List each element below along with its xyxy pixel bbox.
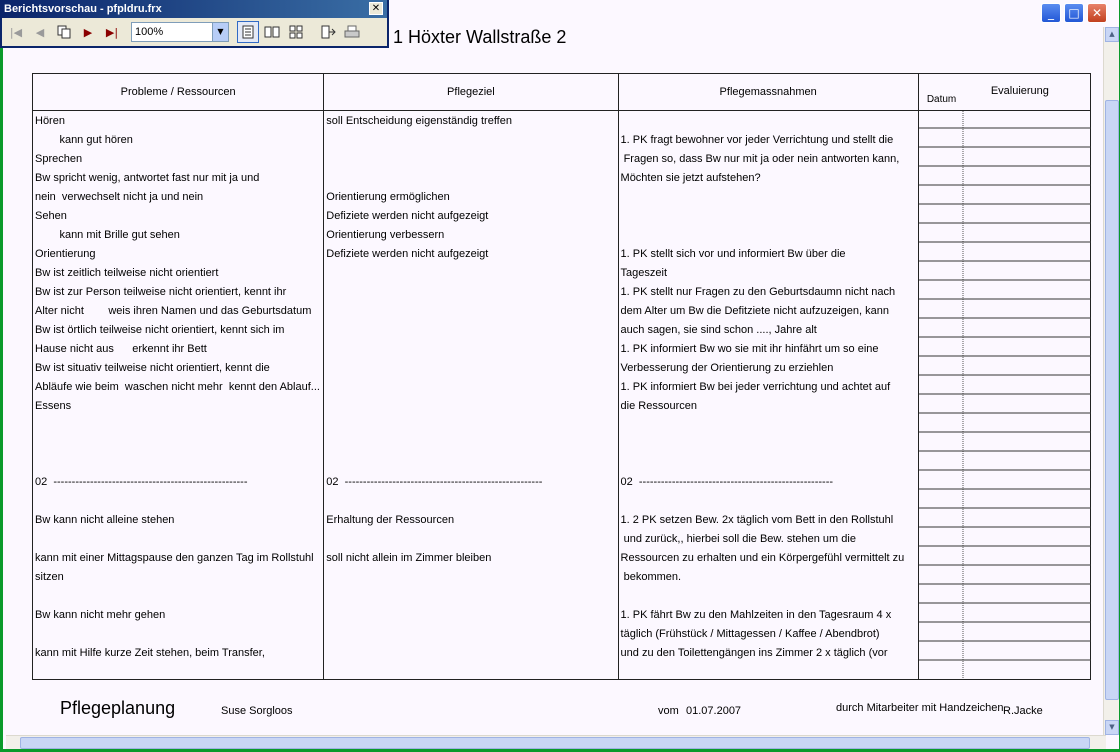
text-line: bekommen. — [620, 571, 682, 583]
two-pages-icon — [264, 25, 280, 39]
text-line: und zurück,, hierbei soll die Bew. stehen um die — [620, 533, 856, 545]
text-line: Abläufe wie beim waschen nicht mehr kennt den Ablauf... — [35, 381, 320, 393]
toolbar-title-text: Berichtsvorschau - pfpldru.frx — [4, 3, 162, 15]
text-line — [326, 378, 615, 397]
staff-sign: R.Jacke — [1003, 705, 1043, 717]
text-line — [326, 150, 615, 169]
text-line: und zu den Toilettengängen ins Zimmer 2 x täglich (vor — [620, 647, 888, 659]
header-problems: Probleme / Ressourcen — [33, 74, 324, 111]
one-page-button[interactable] — [237, 21, 259, 43]
text-line: Defiziete werden nicht aufgezeigt — [326, 210, 489, 222]
four-pages-button[interactable] — [285, 21, 307, 43]
text-line: Bw ist zeitlich teilweise nicht orientiert — [35, 267, 219, 279]
text-line: auch sagen, sie sind schon ...., Jahre alt — [620, 324, 817, 336]
text-line — [326, 264, 615, 283]
toolbar-title — [2, 0, 387, 18]
text-line — [326, 492, 615, 511]
text-line: Sprechen — [35, 153, 83, 165]
text-line — [326, 169, 615, 188]
text-line: Bw spricht wenig, antwortet fast nur mit ja und — [35, 172, 260, 184]
page-title: 1 Höxter Wallstraße 2 — [393, 27, 567, 47]
last-page-button[interactable] — [101, 21, 123, 43]
text-line — [35, 625, 321, 644]
one-page-icon — [241, 25, 255, 39]
text-line: Defiziete werden nicht aufgezeigt — [326, 248, 489, 260]
text-line: soll nicht allein im Zimmer bleiben — [326, 552, 492, 564]
horizontal-scrollbar[interactable] — [6, 735, 1106, 749]
report-preview-window — [3, 0, 1119, 749]
text-line: Orientierung ermöglichen — [326, 191, 450, 203]
measures-column — [618, 111, 918, 680]
maximize-button[interactable] — [1064, 3, 1084, 23]
previous-page-icon: ◀ — [35, 25, 45, 39]
scroll-down-icon[interactable]: ▼ — [1105, 720, 1119, 735]
text-line: Fragen so, dass Bw nur mit ja oder nein antworten kann, — [620, 153, 900, 165]
text-line: Bw kann nicht mehr gehen — [35, 609, 166, 621]
horizontal-scroll-thumb[interactable] — [20, 737, 1090, 749]
text-line: sitzen — [35, 571, 64, 583]
next-page-icon: ▶ — [83, 25, 93, 39]
text-line: 1. PK stellt nur Fragen zu den Geburtsdaumn nicht nach — [620, 286, 896, 298]
evaluation-label: Evaluierung — [990, 85, 1049, 97]
text-line — [621, 492, 916, 511]
close-icon: ✕ — [1091, 6, 1103, 20]
zoom-select[interactable] — [131, 22, 229, 42]
text-line — [326, 131, 615, 150]
close-icon: ✕ — [371, 3, 381, 14]
text-line: Orientierung verbessern — [326, 229, 445, 241]
text-line: 1. PK stellt sich vor und informiert Bw über die — [620, 248, 846, 260]
text-line: kann gut hören — [35, 134, 133, 146]
text-line — [621, 226, 916, 245]
text-line: 1. PK fährt Bw zu den Mahlzeiten in den Tagesraum 4 x — [620, 609, 892, 621]
close-button[interactable] — [1087, 3, 1107, 23]
last-page-icon: ▶| — [105, 25, 119, 39]
text-line: Bw ist zur Person teilweise nicht orientiert, kennt ihr — [35, 286, 287, 298]
text-line: Hören — [35, 115, 65, 127]
text-line — [326, 416, 615, 435]
text-line: 1. PK fragt bewohner vor jeder Verrichtung und stellt die — [620, 134, 894, 146]
scroll-up-icon[interactable]: ▲ — [1105, 27, 1119, 42]
vertical-scrollbar[interactable] — [1103, 27, 1119, 735]
text-line — [621, 587, 916, 606]
maximize-icon: □ — [1068, 6, 1080, 20]
goal-column — [324, 111, 618, 680]
text-line: kann mit Brille gut sehen — [35, 229, 180, 241]
text-line: 02 ----------------------------------------------------- — [620, 476, 834, 488]
text-line: 1. 2 PK setzen Bew. 2x täglich vom Bett in den Rollstuhl — [620, 514, 894, 526]
text-line — [621, 416, 916, 435]
text-line: Orientierung — [35, 248, 96, 260]
problems-column — [33, 111, 324, 680]
plan-date: 01.07.2007 — [686, 705, 742, 717]
date-label: vom — [658, 705, 679, 717]
text-line: kann mit Hilfe kurze Zeit stehen, beim Transfer, — [35, 647, 265, 659]
text-line — [326, 359, 615, 378]
first-page-icon: |◀ — [9, 25, 23, 39]
text-line: die Ressourcen — [620, 400, 697, 412]
header-goal: Pflegeziel — [324, 74, 618, 111]
preview-toolbar-window — [0, 0, 389, 48]
exit-door-icon — [320, 25, 336, 39]
printer-icon — [344, 25, 360, 39]
text-line — [326, 340, 615, 359]
text-line: Bw kann nicht alleine stehen — [35, 514, 175, 526]
text-line — [621, 435, 916, 454]
footer-title: Pflegeplanung — [60, 698, 176, 718]
vertical-scroll-thumb[interactable] — [1105, 100, 1119, 700]
goto-page-button[interactable] — [53, 21, 75, 43]
text-line: Alter nicht weis ihren Namen und das Geburtsdatum — [35, 305, 312, 317]
text-line — [326, 283, 615, 302]
text-line — [326, 530, 615, 549]
text-line: Tageszeit — [620, 267, 668, 279]
staff-label: durch Mitarbeiter mit Handzeichen — [836, 702, 1004, 714]
minimize-icon: _ — [1048, 6, 1054, 20]
four-pages-icon — [289, 25, 303, 39]
text-line — [326, 321, 615, 340]
text-line — [35, 454, 321, 473]
text-line — [326, 302, 615, 321]
text-line — [35, 587, 321, 606]
text-line — [621, 188, 916, 207]
text-line: Bw ist situativ teilweise nicht orientiert, kennt die — [35, 362, 270, 374]
window-controls — [1041, 3, 1107, 23]
text-line — [326, 454, 615, 473]
text-line — [35, 435, 321, 454]
text-line — [326, 397, 615, 416]
toolbar-row — [2, 18, 387, 46]
resident-name: Suse Sorgloos — [221, 705, 293, 717]
text-line: Erhaltung der Ressourcen — [326, 514, 455, 526]
chevron-down-icon[interactable]: ▼ — [212, 23, 228, 41]
text-line: 02 ----------------------------------------------------- — [35, 476, 248, 488]
text-line: dem Alter um Bw die Defitziete nicht aufzuzeigen, kann — [620, 305, 889, 317]
next-page-button[interactable] — [77, 21, 99, 43]
text-line: 02 ------------------------------------------------------ — [326, 476, 543, 488]
text-line — [35, 530, 321, 549]
text-line: Ressourcen zu erhalten und ein Körpergefühl vermittelt zu — [620, 552, 905, 564]
text-line — [326, 435, 615, 454]
zoom-value: 100% — [135, 26, 164, 38]
previous-page-button[interactable] — [29, 21, 51, 43]
text-line: Sehen — [35, 210, 67, 222]
exit-preview-button[interactable] — [317, 21, 339, 43]
text-line: täglich (Frühstück / Mittagessen / Kaffee / Abendbrot) — [620, 628, 880, 640]
text-line — [621, 112, 916, 131]
evaluation-column — [918, 111, 1090, 680]
evaluation-grid — [919, 111, 1091, 679]
text-line — [35, 416, 321, 435]
header-evaluation — [918, 74, 1090, 111]
toolbar-close-button[interactable] — [369, 2, 383, 15]
text-line — [621, 454, 916, 473]
text-line: kann mit einer Mittagspause den ganzen Tag im Rollstuhl — [35, 552, 314, 564]
text-line: Bw ist örtlich teilweise nicht orientiert, kennt sich im — [35, 324, 285, 336]
text-line — [621, 207, 916, 226]
text-line: nein verwechselt nicht ja und nein — [35, 191, 204, 203]
header-measures: Pflegemassnahmen — [618, 74, 918, 111]
text-line: Möchten sie jetzt aufstehen? — [620, 172, 761, 184]
text-line: 1. PK informiert Bw bei jeder verrichtung und achtet auf — [620, 381, 891, 393]
text-line: Verbesserung der Orientierung zu erziehlen — [620, 362, 834, 374]
datum-label: Datum — [926, 94, 957, 105]
text-line: 1. PK informiert Bw wo sie mit ihr hinfährt um so eine — [620, 343, 879, 355]
text-line — [35, 492, 321, 511]
two-pages-button[interactable] — [261, 21, 283, 43]
care-plan-table — [32, 73, 1091, 680]
minimize-button[interactable] — [1041, 3, 1061, 23]
first-page-button[interactable] — [5, 21, 27, 43]
text-line: Essens — [35, 400, 72, 412]
text-line: Hause nicht aus erkennt ihr Bett — [35, 343, 207, 355]
print-button[interactable] — [341, 21, 363, 43]
copy-pages-icon — [57, 25, 71, 39]
text-line: soll Entscheidung eigenständig treffen — [326, 115, 512, 127]
